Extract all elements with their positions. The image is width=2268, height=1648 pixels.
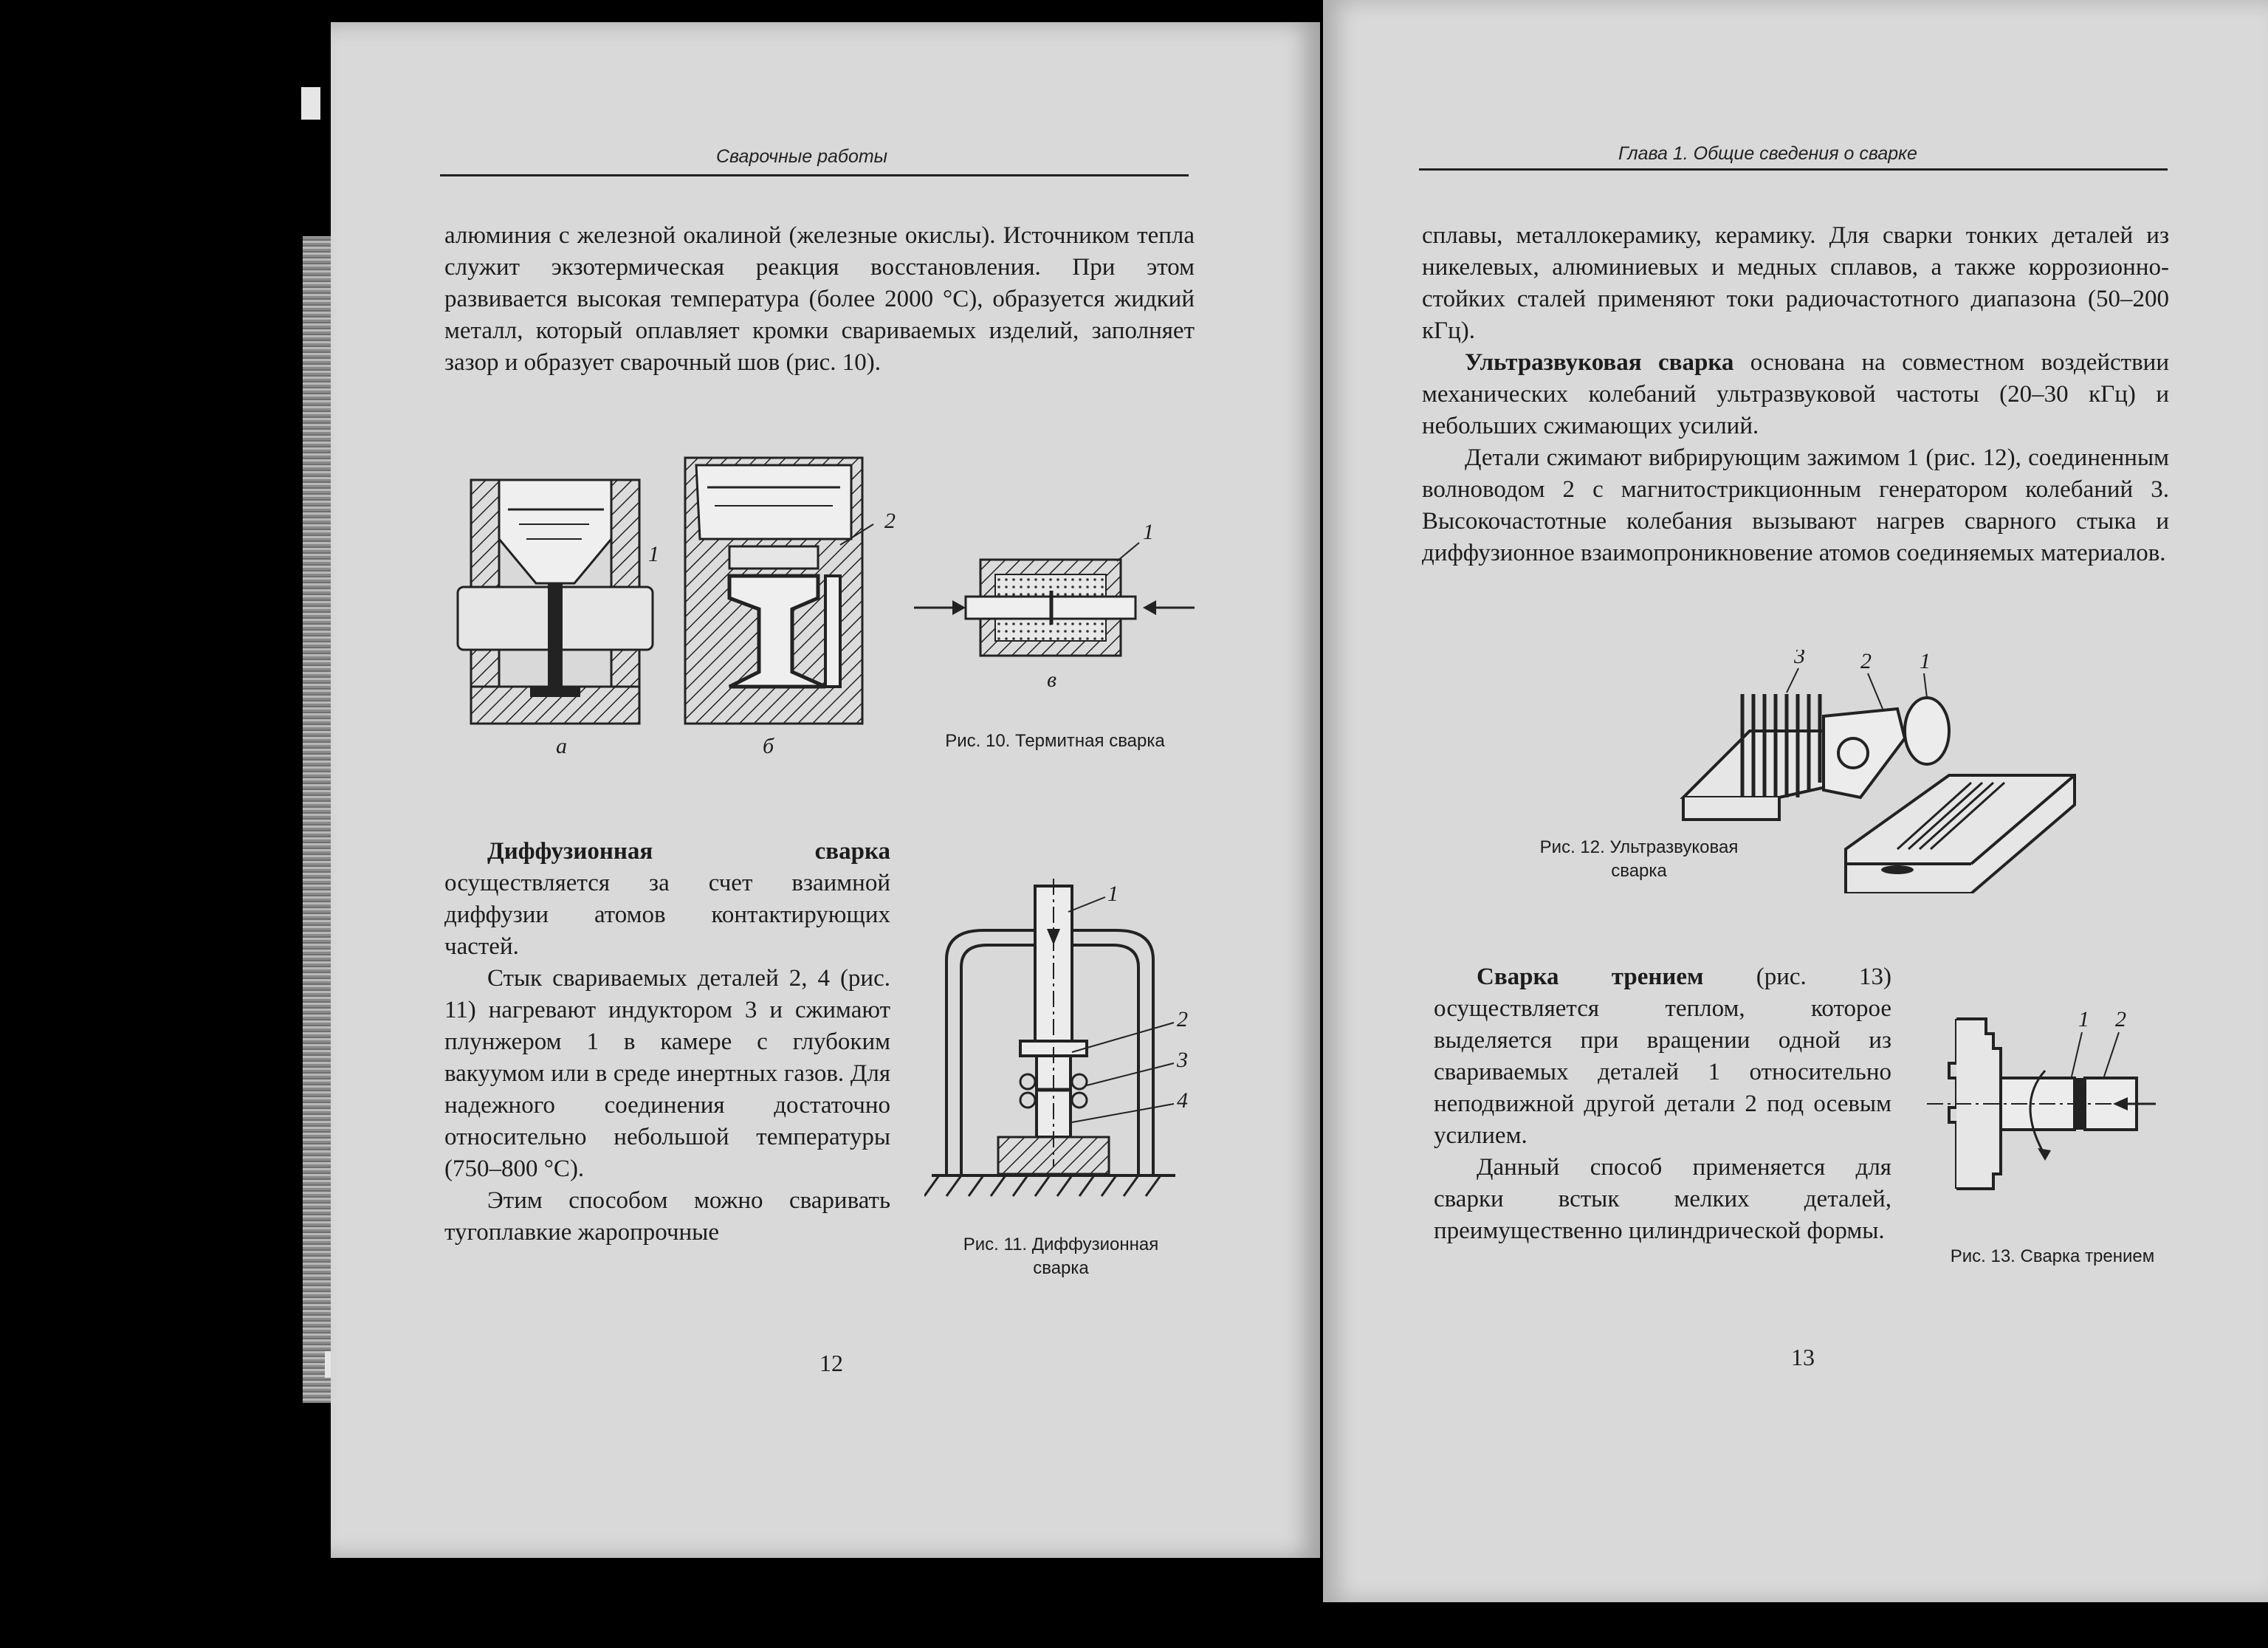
ultrasound-title: Ультразвуковая сварка	[1465, 349, 1734, 376]
fig10-v	[914, 520, 1195, 692]
fig10-callout-1c: 1	[1143, 520, 1154, 544]
left-para-3: Стык свариваемых деталей 2, 4 (рис. 11) нагревают индуктором 3 и сжимают плунжером 1 в камере с глубоким вакуумом или в среде инертных газов. Для надежного соединения достаточно относительно небольшой температуры (750–800 °С).	[444, 965, 890, 1182]
left-para-1-text: алюминия с железной окалиной (железные окислы). Источником тепла служит экзотермическая реакция восстановления. При этом развивается высокая температура (более 2000 °С), образуется жидкий металл, который оплавляет кромки свариваемых изделий, заполняет зазор и образует сварочный шов (рис. 10).	[444, 222, 1195, 376]
fig10-label-v: в	[1047, 667, 1057, 692]
fig10-callout-2: 2	[884, 509, 896, 533]
left-diffusion-text	[444, 836, 890, 1249]
page-tab-top	[301, 87, 320, 120]
ultrasound-paragraph	[1422, 347, 2169, 442]
fig11-callout-1: 1	[1107, 882, 1118, 906]
left-header-rule	[440, 174, 1189, 176]
left-running-head: Сварочные работы	[716, 146, 888, 167]
fig13-callout-1: 1	[2078, 1007, 2089, 1031]
fig10-thermite-welding	[456, 450, 1195, 761]
left-paragraph-1	[444, 220, 1195, 379]
fig13-friction-welding	[1927, 1004, 2163, 1204]
fig10-b	[685, 458, 896, 758]
right-top-text	[1422, 220, 2169, 569]
fig10-label-a: а	[556, 734, 567, 758]
right-para-5: Данный способ применяется для сварки встык мелких деталей, преимущественно цилиндрической формы.	[1434, 1154, 1891, 1244]
fig12-callout-3: 3	[1794, 650, 1805, 668]
fig11-callout-4: 4	[1177, 1088, 1188, 1113]
fig11-caption: Рис. 11. Диффузионная сварка	[963, 1235, 1159, 1278]
friction-paragraph	[1434, 961, 1891, 1152]
friction-intro: (рис. 13) осуществляется теплом, которое выделяется при вращении одной из свариваемых деталей 1 относительно неподвижной другой детали 2 под осевым усилием.	[1434, 964, 1891, 1149]
fig10-caption: Рис. 10. Термитная сварка	[945, 731, 1165, 751]
right-header-rule	[1419, 168, 2168, 171]
fig12-callout-2: 2	[1860, 650, 1872, 673]
fig13-caption: Рис. 13. Сварка трением	[1950, 1246, 2155, 1266]
right-page-number: 13	[1791, 1344, 1815, 1370]
diffusion-intro: осуществляется за счет взаимной диффузии атомов контактирующих частей.	[444, 870, 890, 960]
left-page-number: 12	[819, 1350, 843, 1376]
diffusion-title: Диффузионная сварка	[487, 838, 890, 865]
fig11-diffusion-welding	[924, 871, 1220, 1211]
left-para-4: Этим способом можно сваривать тугоплавкие жаропрочные	[444, 1187, 890, 1246]
fig10-label-b: б	[763, 734, 774, 758]
fig11-callout-3: 3	[1177, 1048, 1188, 1072]
fig12-callout-1: 1	[1920, 650, 1931, 673]
diffusion-paragraph	[444, 836, 890, 963]
fig10-a	[458, 480, 659, 758]
ultrasound-intro: основана на совместном воздействии механических колебаний ультразвуковой частоты (20–30 кГц) и небольших сжимающих усилий.	[1422, 349, 2169, 439]
fig12-caption: Рис. 12. Ультразвуковая сварка	[1539, 837, 1739, 881]
fig13-callout-2: 2	[2115, 1007, 2126, 1031]
right-running-head: Глава 1. Общие сведения о сварке	[1618, 143, 1917, 164]
fig11-callout-2: 2	[1177, 1007, 1188, 1031]
friction-title: Сварка трением	[1477, 964, 1704, 990]
right-para-3: Детали сжимают вибрирующим зажимом 1 (рис. 12), соединенным волноводом 2 с магнитострикционным генератором колебаний 3. Высокочастотные колебания вызывают нагрев сварного стыка и диффузионное взаимопроникновение атомов соединяемых материалов.	[1422, 444, 2169, 566]
right-para-1: сплавы, металлокерамику, керамику. Для сварки тонких деталей из никелевых, алюминиевых и медных сплавов, а также коррозионно-стойких сталей применяют токи радиочастотного диапазона (50–200 кГц).	[1422, 222, 2169, 344]
right-friction-text	[1434, 961, 1891, 1247]
fig10-callout-1: 1	[648, 542, 659, 566]
